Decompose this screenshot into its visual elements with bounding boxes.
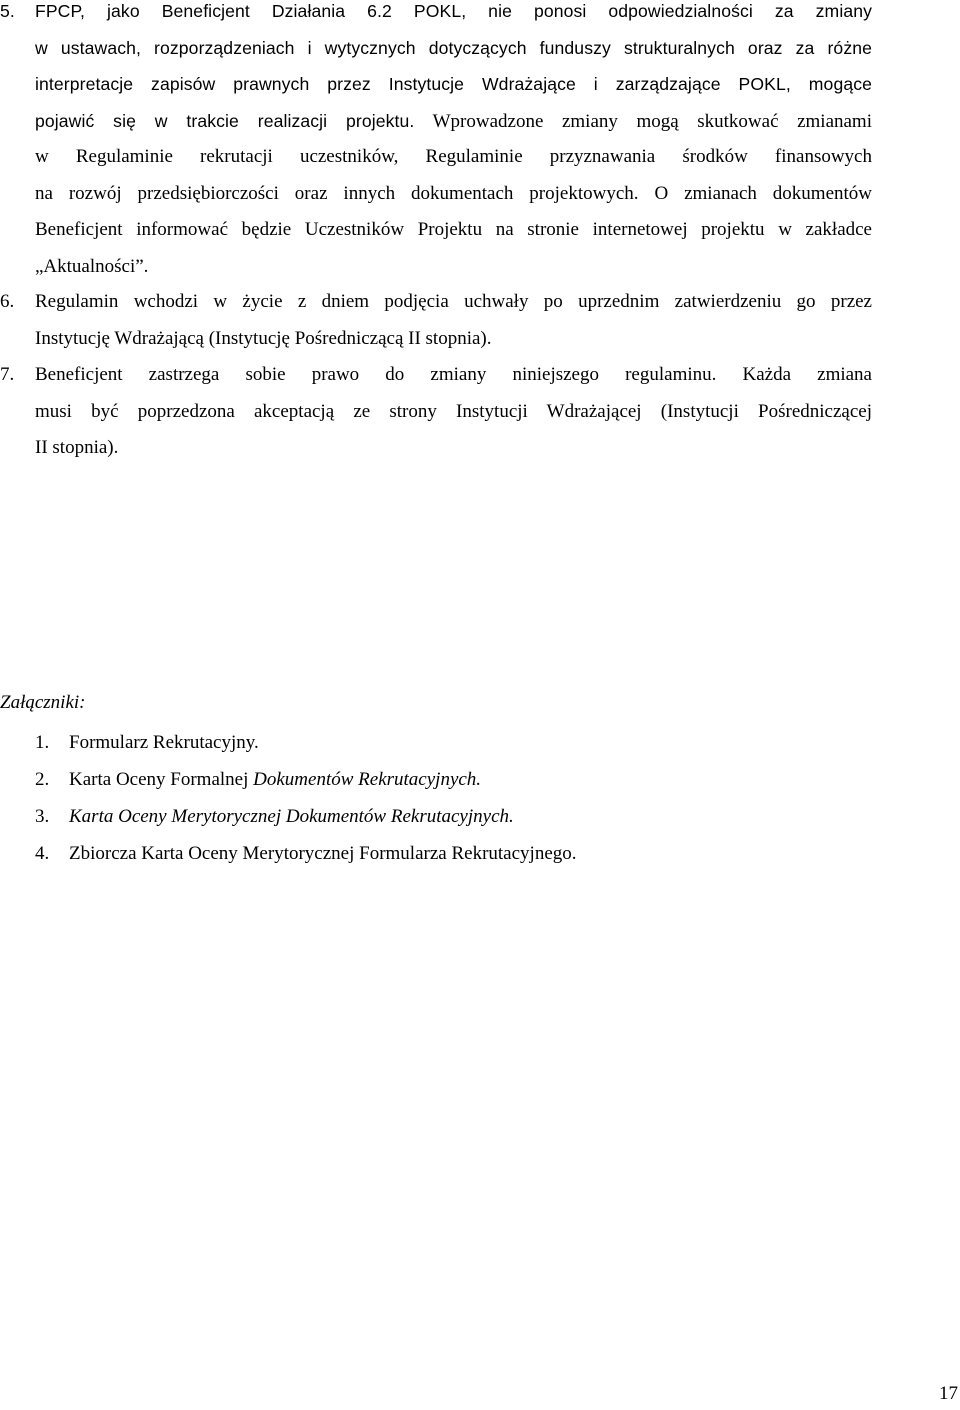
item-line: musi być poprzedzona akceptacją ze strony Instytucji Wdrażającej (Instytucji Pośredniczącej [35,400,872,422]
attachment-text [69,724,259,761]
item-text [35,357,872,467]
attachment-item [35,835,577,872]
attachments-list [35,724,577,872]
attachment-item [35,798,577,835]
item-number: 6. [0,291,15,312]
attachment-number: 3. [35,806,50,827]
item-number: 5. [0,1,15,21]
item-line: Regulamin wchodzi w życie z dniem podjęcia uchwały po uprzednim zatwierdzeniu go przez [35,291,872,312]
item-line: „Aktualności”. [35,255,149,277]
list-item [0,357,872,467]
item-text [35,0,872,285]
item-line: na rozwój przedsiębiorczości oraz innych dokumentach projektowych. O zmianach dokumentów [35,182,872,204]
attachments-heading: Załączniki: [0,692,86,713]
attachment-item [35,724,577,761]
item-line-part: pojawić się w trakcie realizacji projektu. [35,110,415,131]
attachment-text-plain: Karta Oceny Formalnej [69,769,254,790]
attachment-number: 4. [35,843,50,864]
item-line-part: Wprowadzone zmiany mogą skutkować zmianami [414,110,872,132]
item-number: 7. [0,364,15,385]
item-line: Beneficjent zastrzega sobie prawo do zmiany niniejszego regulaminu. Każda zmiana [35,364,872,385]
item-line: Beneficjent informować będzie Uczestników Projektu na stronie internetowej projektu w zakładce [35,219,872,240]
page-number: 17 [939,1383,958,1404]
item-line: w ustawach, rozporządzeniach i wytycznych dotyczących funduszy strukturalnych oraz za różne [35,37,872,58]
item-text [35,284,872,357]
item-line: interpretacje zapisów prawnych przez Instytucje Wdrażające i zarządzające POKL, mogące [35,74,872,94]
attachment-text-plain: Formularz Rekrutacyjny. [69,732,259,753]
attachment-number: 2. [35,769,50,790]
attachment-text [69,835,577,872]
item-line: II stopnia). [35,437,119,458]
item-line: Instytucję Wdrażającą (Instytucję Pośredniczącą II stopnia). [35,327,492,349]
list-item [0,284,872,358]
attachment-item [35,761,577,798]
attachment-number: 1. [35,732,50,753]
list-item [0,0,872,285]
attachment-text-plain: Zbiorcza Karta Oceny Merytorycznej Formularza Rekrutacyjnego. [69,843,577,864]
attachment-text [69,761,481,798]
item-line: FPCP, jako Beneficjent Działania 6.2 POKL, nie ponosi odpowiedzialności za zmiany [35,1,872,21]
item-line: w Regulaminie rekrutacji uczestników, Regulaminie przyznawania środków finansowych [35,146,872,167]
item-line [35,103,872,140]
attachment-text-italic: Dokumentów Rekrutacyjnych. [253,769,482,790]
attachment-text [69,798,514,835]
attachment-text-italic: Karta Oceny Merytorycznej Dokumentów Rekrutacyjnych. [69,806,514,827]
